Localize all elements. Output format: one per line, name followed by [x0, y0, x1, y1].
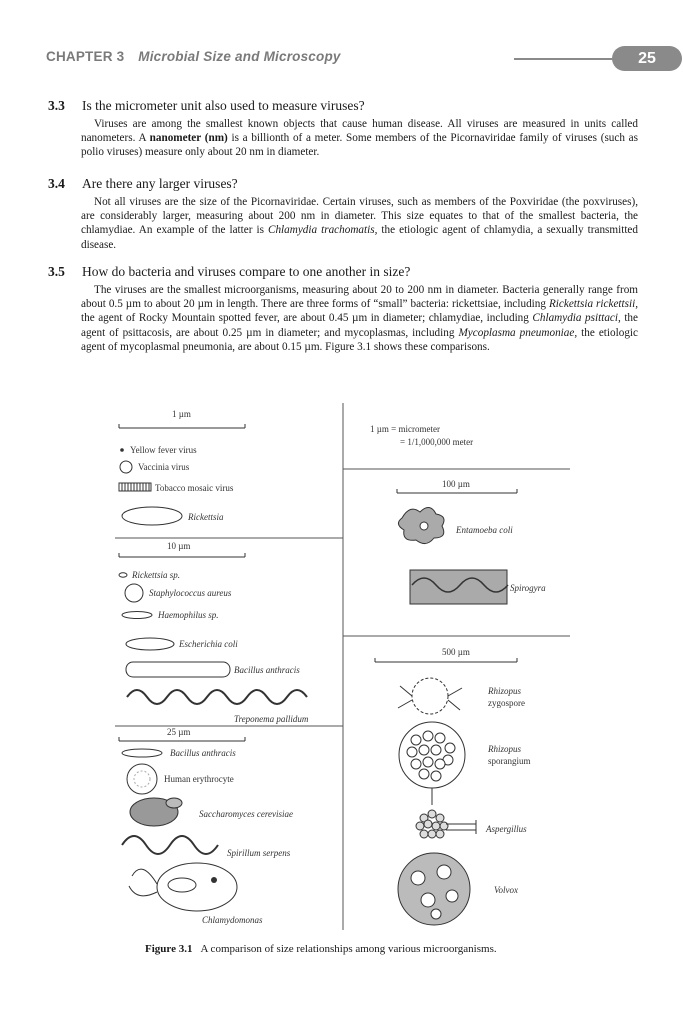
- scale-bar-100um: [397, 489, 517, 493]
- scale-label-10um: 10 µm: [167, 541, 191, 551]
- label-tobacco-mosaic: Tobacco mosaic virus: [155, 483, 234, 493]
- haemophilus-shape: [122, 612, 152, 619]
- label-entamoeba: Entamoeba coli: [456, 525, 513, 535]
- question-text: Are there any larger viruses?: [82, 176, 238, 191]
- figure-caption: [145, 943, 497, 955]
- label-rickettsia: Rickettsia: [188, 512, 224, 522]
- scale-label-25um: 25 µm: [167, 727, 191, 737]
- yellow-fever-virus-shape: [120, 448, 124, 452]
- label-saccharomyces: Saccharomyces cerevisiae: [199, 809, 294, 819]
- chapter-title: Microbial Size and Microscopy: [138, 49, 341, 64]
- scale-bar-500um: [375, 658, 517, 662]
- answer: The viruses are the smallest microorganisms, measuring about 20 to 200 nm in diameter. Bacteria generally range from about 0.5 µm to about 20 µm in length. There are three forms of “small” bacteria: rickettsiae, including Rickettsia rickettsii, the agent of Rocky Mountain spotted fever, are about 0.45 µm in diameter; chlamydiae, including Chlamydia psittaci, the agent of psittacosis, are about 0.25 µm in diameter; and mycoplasmas, including Mycoplasma pneumoniae, the etiologic agent of mycoplasmal pneumonia, are about 0.15 µm. Figure 3.1 shows these comparisons.: [81, 284, 638, 353]
- vaccinia-virus-shape: [120, 461, 132, 473]
- scale-label-500um: 500 µm: [442, 647, 470, 657]
- staphylococcus-shape: [125, 584, 143, 602]
- label-spirillum: Spirillum serpens: [227, 848, 291, 858]
- entamoeba-nucleus: [420, 522, 428, 530]
- section-3-4: [48, 176, 638, 252]
- aspergillus-head: [416, 810, 448, 838]
- label-spirogyra: Spirogyra: [510, 583, 546, 593]
- erythrocyte-shape: [127, 764, 157, 794]
- definition-line-1: 1 µm = micrometer: [370, 424, 440, 434]
- question-number: 3.4: [48, 176, 65, 191]
- rickettsia-shape: [122, 507, 182, 525]
- spirillum-shape: [122, 836, 218, 854]
- scale-bar-25um: [119, 737, 245, 741]
- size-comparison-diagram: [112, 400, 572, 935]
- caption-label: Figure 3.1: [145, 943, 193, 955]
- question-text: Is the micrometer unit also used to measure viruses?: [82, 98, 365, 113]
- label-bacillus-anthracis-2: Bacillus anthracis: [170, 748, 236, 758]
- answer: Not all viruses are the size of the Picornaviridae. Certain viruses, such as members of the Poxviridae (the poxviruses), are considerably larger, measuring about 200 nm in diameter. This size equates to that of the smallest bacteria, the chlamydiae. An example of the latter is Chlamydia trachomatis, the etiologic agent of chlamydia, a sexually transmitted disease.: [81, 196, 638, 251]
- label-staphylococcus: Staphylococcus aureus: [149, 588, 232, 598]
- scale-label-1um: 1 µm: [172, 409, 191, 419]
- chlamydomonas-pyrenoid: [168, 878, 196, 892]
- label-vaccinia: Vaccinia virus: [138, 462, 190, 472]
- bacillus-anthracis-shape-small: [122, 749, 162, 757]
- rickettsia-sp-shape: [119, 573, 127, 577]
- header-rule: [514, 58, 614, 60]
- question-number: 3.5: [48, 264, 65, 279]
- escherichia-coli-shape: [126, 638, 174, 650]
- rhizopus-zygospore-hyphae: [398, 686, 462, 710]
- aspergillus-stalk: [446, 820, 476, 834]
- chapter-number: CHAPTER 3: [46, 49, 125, 64]
- rhizopus-zygospore-shape: [412, 678, 448, 714]
- question: [48, 98, 638, 114]
- label-chlamydomonas: Chlamydomonas: [202, 915, 263, 925]
- label-volvox: Volvox: [494, 885, 518, 895]
- treponema-shape: [127, 690, 307, 704]
- label-erythrocyte: Human erythrocyte: [164, 774, 234, 784]
- question: [48, 176, 638, 192]
- label-bacillus-anthracis-1: Bacillus anthracis: [234, 665, 300, 675]
- saccharomyces-bud: [166, 798, 182, 808]
- label-escherichia-coli: Escherichia coli: [179, 639, 238, 649]
- caption-text: A comparison of size relationships among various microorganisms.: [200, 943, 497, 955]
- label-aspergillus: Aspergillus: [486, 824, 527, 834]
- chapter-heading: [46, 49, 341, 64]
- label-haemophilus: Haemophilus sp.: [158, 610, 219, 620]
- question-text: How do bacteria and viruses compare to one another in size?: [82, 264, 411, 279]
- label-rickettsia-sp: Rickettsia sp.: [132, 570, 180, 580]
- running-header: [46, 44, 656, 74]
- label-yellow-fever: Yellow fever virus: [130, 445, 197, 455]
- scale-bar-1um: [119, 424, 245, 428]
- chlamydomonas-flagella: [129, 869, 157, 896]
- erythrocyte-center: [134, 771, 150, 787]
- scale-bar-10um: [119, 553, 245, 557]
- label-rhizopus-sporangium-1: Rhizopus: [488, 744, 522, 754]
- chlamydomonas-eyespot: [211, 877, 217, 883]
- label-rhizopus-zygospore-1: Rhizopus: [488, 686, 522, 696]
- label-treponema: Treponema pallidum: [234, 714, 309, 724]
- section-3-5: [48, 264, 638, 354]
- definition-line-2: = 1/1,000,000 meter: [400, 437, 474, 447]
- question: [48, 264, 638, 280]
- tobacco-mosaic-stripes: [122, 483, 149, 491]
- scale-label-100um: 100 µm: [442, 479, 470, 489]
- rhizopus-spores: [407, 731, 455, 781]
- figure-3-1: [112, 400, 572, 935]
- label-rhizopus-zygospore-2: zygospore: [488, 698, 525, 708]
- section-3-3: [48, 98, 638, 160]
- page-number: 25: [612, 46, 682, 71]
- answer: Viruses are among the smallest known objects that cause human disease. All viruses are measured in units called nanometers. A nanometer (nm) is a billionth of a meter. Some members of the Picornaviridae family of viruses (such as polio viruses) measure only about 20 nm in diameter.: [81, 118, 638, 159]
- label-rhizopus-sporangium-2: sporangium: [488, 756, 531, 766]
- question-number: 3.3: [48, 98, 65, 113]
- bacillus-anthracis-shape-large: [126, 662, 230, 677]
